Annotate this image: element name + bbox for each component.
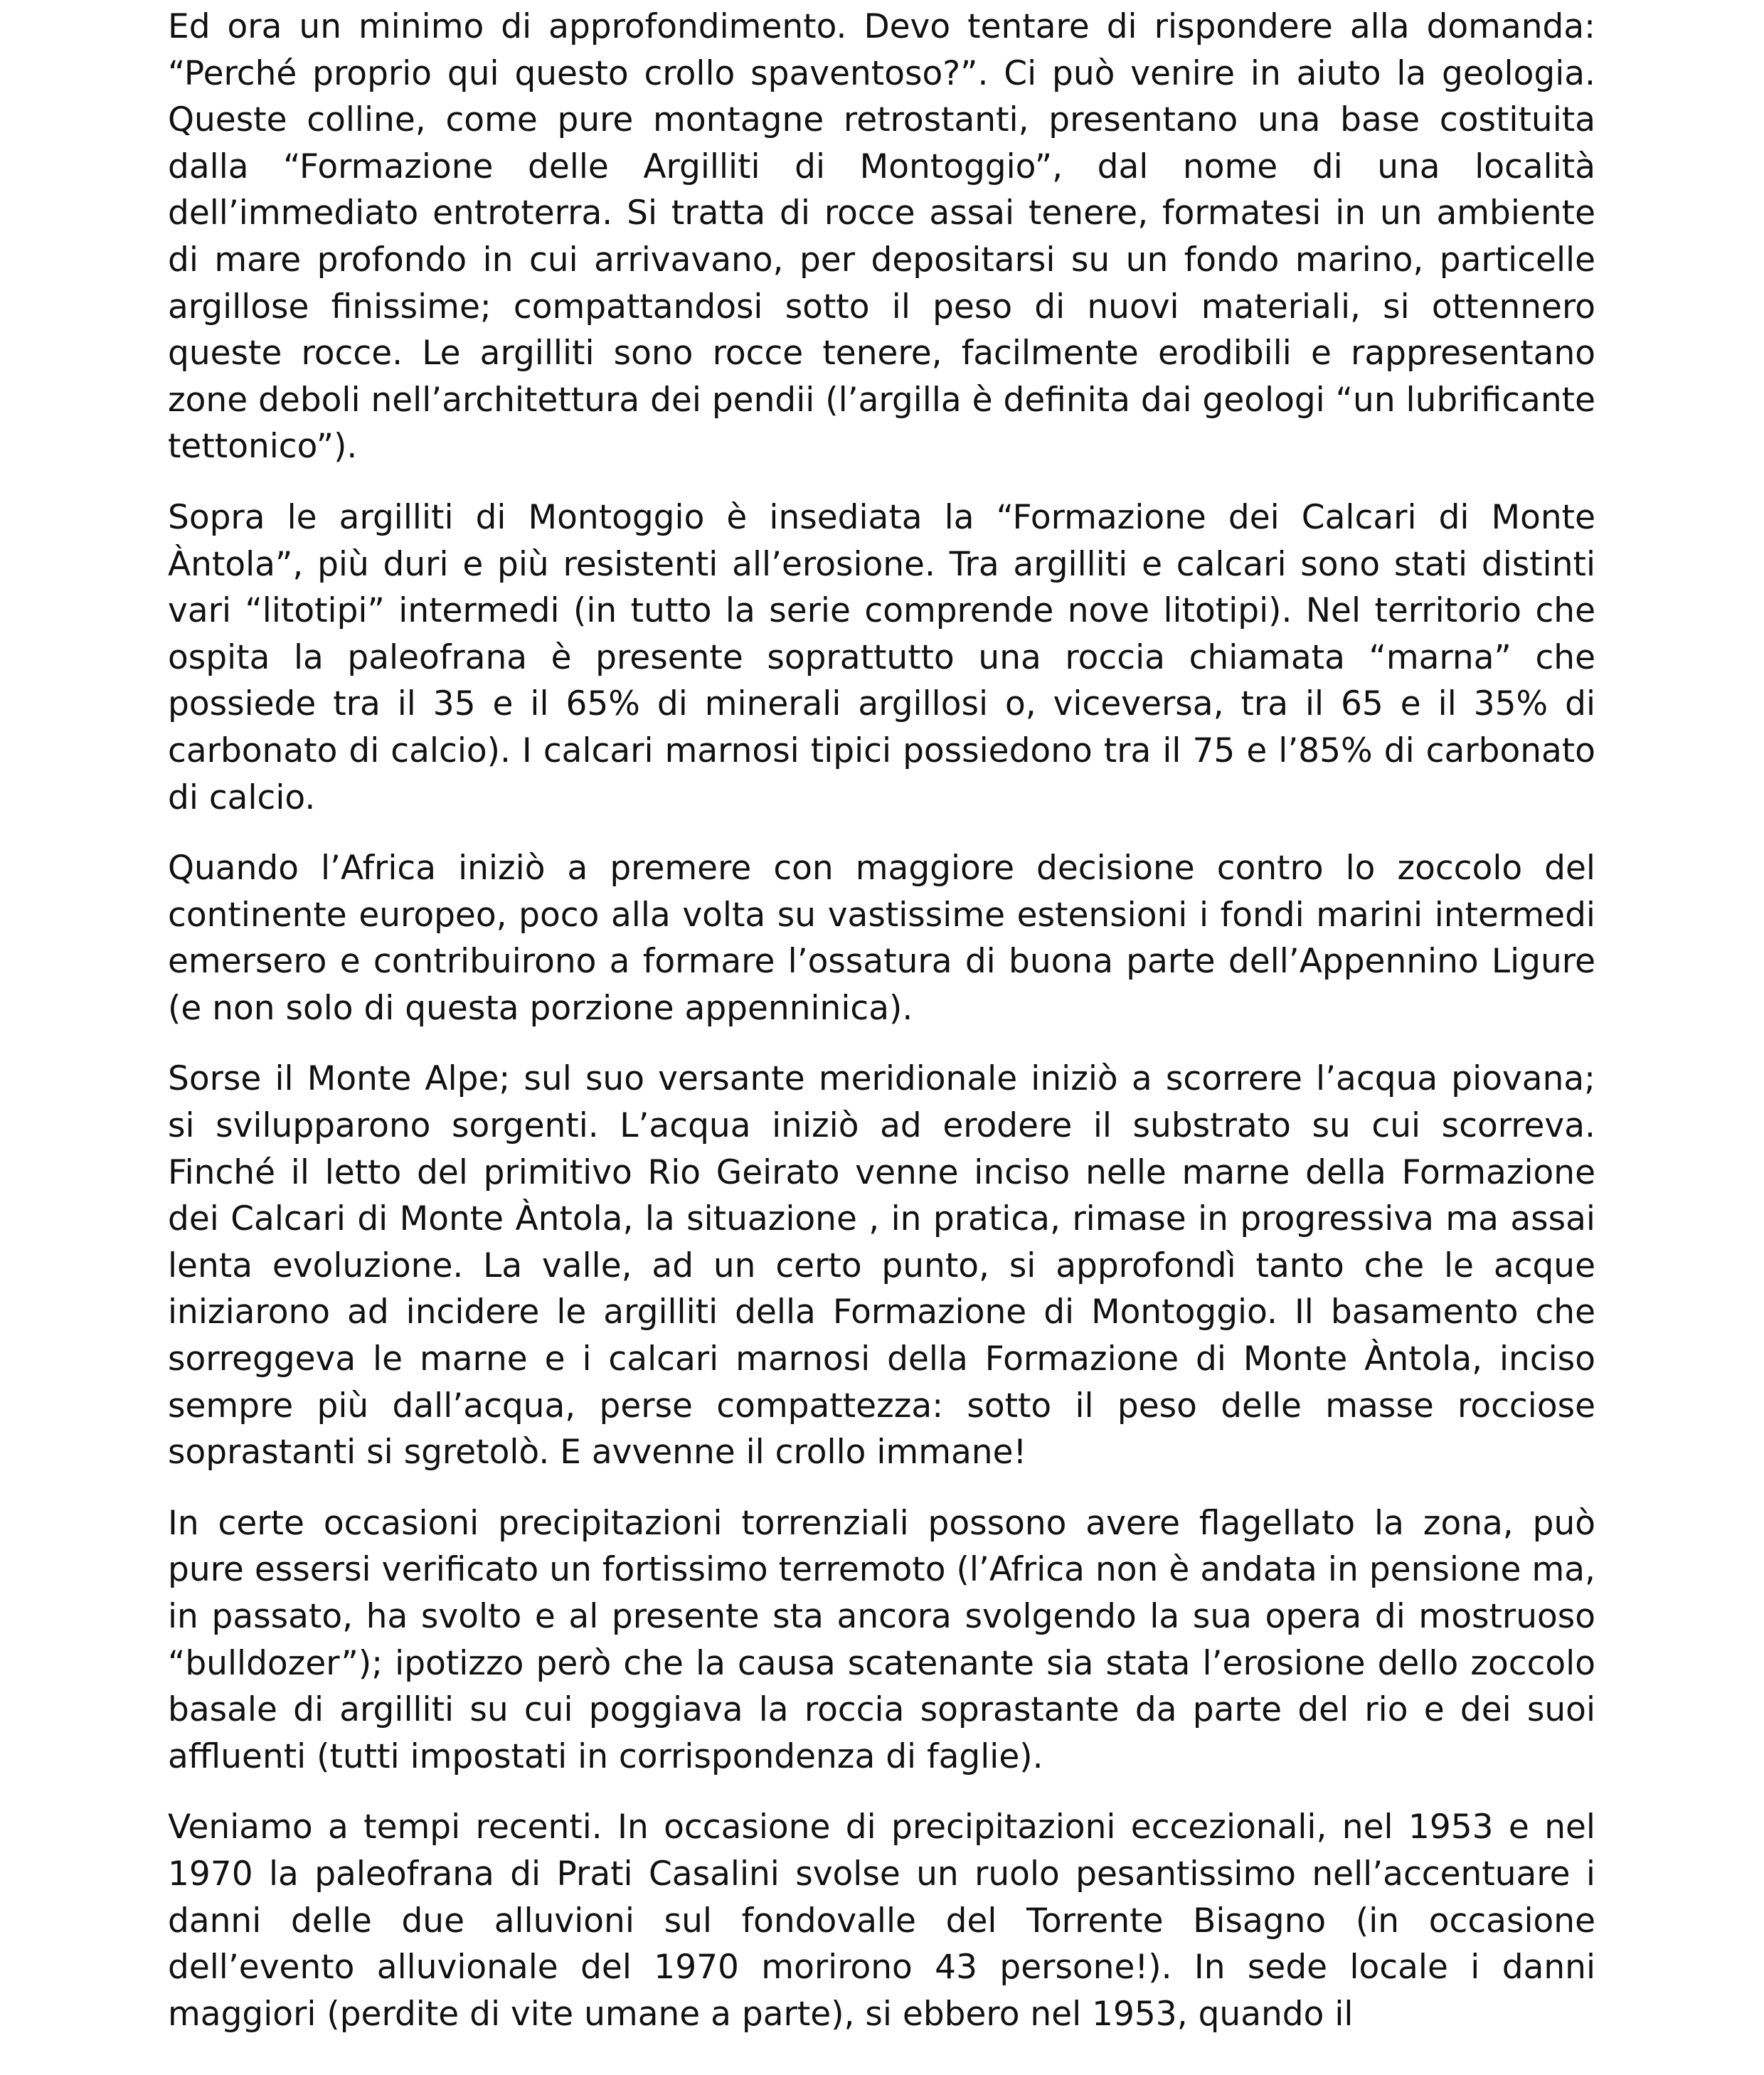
paragraph-geologia: Ed ora un minimo di approfondimento. Devo tentare di rispondere alla domanda: “Perché proprio qui questo crollo spaventoso?”. Ci può venire in aiuto la geologia. Queste colline, come pure montagne retrostanti, presentano una base costituita dalla “Formazione delle Argilliti di Montoggio”, dal nome di una località dell’immediato entroterra. Si tratta di rocce assai tenere, formatesi in un ambiente di mare profondo in cui arrivavano, per depositarsi su un fondo marino, particelle argillose finissime; compattandosi sotto il peso di nuovi materiali, si ottennero queste rocce. Le argilliti sono rocce tenere, facilmente erodibili e rappresentano zone deboli nell’architettura dei pendii (l’argilla è definita dai geologi “un lubrificante tettonico”). (168, 7, 1595, 467)
paragraph-calcari-antola: Sopra le argilliti di Montoggio è insediata la “Formazione dei Calcari di Monte Àntola”, più duri e più resistenti all’erosione. Tra argilliti e calcari sono stati distinti vari “litotipi” intermedi (in tutto la serie comprende nove litotipi). Nel territorio che ospita la paleofrana è presente soprattutto una roccia chiamata “marna” che possiede tra il 35 e il 65% di minerali argillosi o, viceversa, tra il 65 e il 35% di carbonato di calcio). I calcari marnosi tipici possiedono tra il 75 e l’85% di carbonato di calcio. (168, 497, 1595, 817)
paragraph-africa: Quando l’Africa iniziò a premere con maggiore decisione contro lo zoccolo del continente europeo, poco alla volta su vastissime estensioni i fondi marini intermedi emersero e contribuirono a formare l’ossatura di buona parte dell’Appennino Ligure (e non solo di questa porzione appenninica). (168, 849, 1595, 1028)
paragraph-monte-alpe: Sorse il Monte Alpe; sul suo versante meridionale iniziò a scorrere l’acqua piovana; si svilupparono sorgenti. L’acqua iniziò ad erodere il substrato su cui scorreva. Finché il letto del primitivo Rio Geirato venne inciso nelle marne della Formazione dei Calcari di Monte Àntola, la situazione , in pratica, rimase in progressiva ma assai lenta evoluzione. La valle, ad un certo punto, si approfondì tanto che le acque iniziarono ad incidere le argilliti della Formazione di Montoggio. Il basamento che sorreggeva le marne e i calcari marnosi della Formazione di Monte Àntola, inciso sempre più dall’acqua, perse compattezza: sotto il peso delle masse rocciose soprastanti si sgretolò. E avvenne il crollo immane! (168, 1059, 1595, 1472)
paragraph-cause: In certe occasioni precipitazioni torrenziali possono avere flagellato la zona, può pure essersi verificato un fortissimo terremoto (l’Africa non è andata in pensione ma, in passato, ha svolto e al presente sta ancora svolgendo la sua opera di mostruoso “bulldozer”); ipotizzo però che la causa scatenante sia stata l’erosione dello zoccolo basale di argilliti su cui poggiava la roccia soprastante da parte del rio e dei suoi affluenti (tutti impostati in corrispondenza di faglie). (168, 1503, 1595, 1776)
paragraph-tempi-recenti: Veniamo a tempi recenti. In occasione di precipitazioni eccezionali, nel 1953 e nel 1970 la paleofrana di Prati Casalini svolse un ruolo pesantissimo nell’accentuare i danni delle due alluvioni sul fondovalle del Torrente Bisagno (in occasione dell’evento alluvionale del 1970 morirono 43 persone!). In sede locale i danni maggiori (perdite di vite umane a parte), si ebbero nel 1953, quando il (168, 1808, 1595, 2034)
document-page (168, 0, 1595, 2075)
